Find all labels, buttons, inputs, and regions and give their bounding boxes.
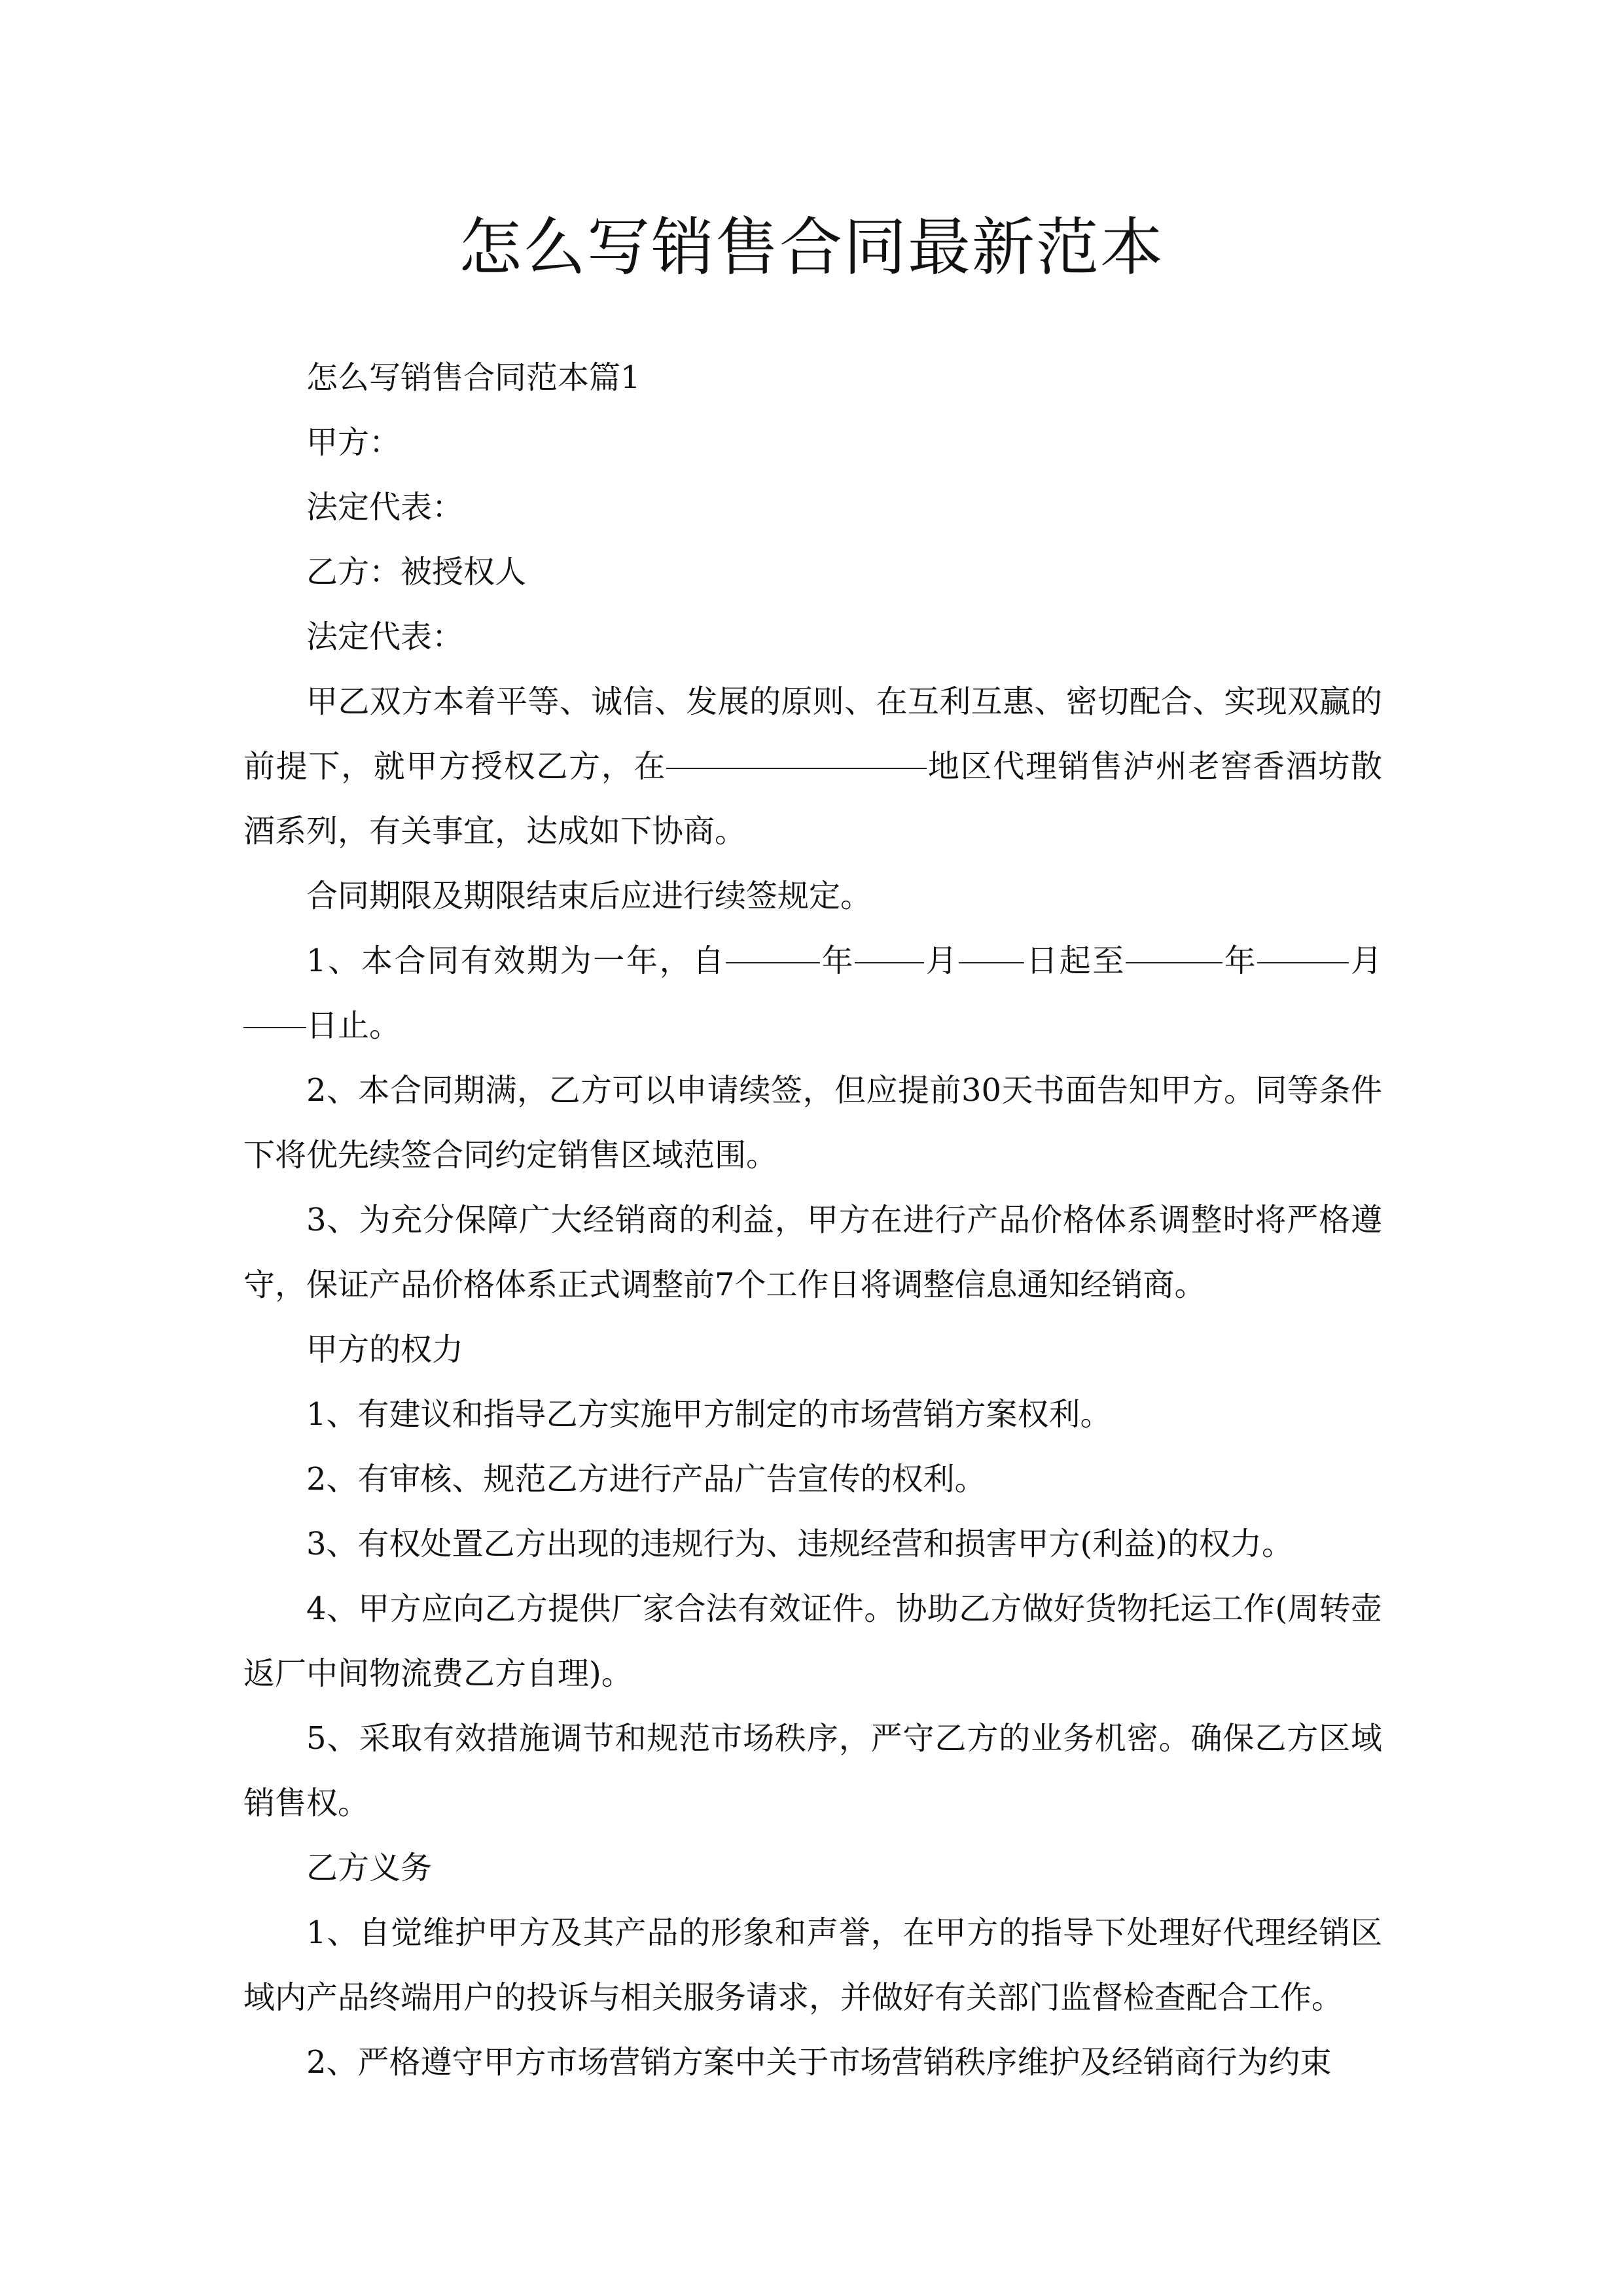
intro-text-1: 甲乙双方本着平等、诚信、发展的原则、在互利互惠、密切配合、实现双赢的前提下，就甲方授权乙方，在: [243, 683, 1382, 785]
term-heading: 合同期限及期限结束后应进行续签规定。: [306, 878, 872, 914]
rights-a-item: 4、甲方应向乙方提供厂家合法有效证件。协助乙方做好货物托运工作(周转壶返厂中间物流费乙方自理)。: [243, 1590, 1382, 1692]
end-day-blank: [243, 1026, 306, 1028]
term-clause-2: 2、本合同期满，乙方可以申请续签，但应提前30天书面告知甲方。同等条件下将优先续签合同约定销售区域范围。: [243, 1072, 1382, 1174]
section-heading: 怎么写销售合同范本篇1: [306, 359, 641, 396]
end-year-blank: [1126, 961, 1222, 963]
intro-paragraph: [243, 670, 1382, 864]
start-year-blank: [726, 961, 820, 963]
term-1-month2-label: 月: [1349, 942, 1382, 979]
rights-a-item: 5、采取有效措施调节和规范市场秩序，严守乙方的业务机密。确保乙方区域销售权。: [243, 1720, 1382, 1821]
end-month-blank: [1257, 961, 1349, 963]
term-1-text: 1、本合同有效期为一年，自: [306, 942, 726, 979]
term-1-year-label: 年: [819, 942, 855, 979]
rights-a-item: 1、有建议和指导乙方实施甲方制定的市场营销方案权利。: [306, 1396, 1112, 1433]
term-clause-1: [243, 929, 1382, 1058]
duties-b-item: 2、严格遵守甲方市场营销方案中关于市场营销秩序维护及经销商行为约束: [306, 2044, 1332, 2081]
term-1-year2-label: 年: [1222, 942, 1258, 979]
rights-a-heading: 甲方的权力: [306, 1331, 464, 1368]
party-b-line: 乙方：被授权人: [306, 554, 527, 590]
term-1-end-label: 日止。: [306, 1007, 401, 1044]
intro-text-2: 地区代理销售泸州老窖香酒坊散酒系列，有关事宜，达成如下协商。: [243, 748, 1382, 850]
term-1-day-to-label: 日起至: [1024, 942, 1126, 979]
start-day-blank: [959, 961, 1024, 963]
term-1-month-label: 月: [924, 942, 959, 979]
document-body: [243, 346, 1382, 2095]
term-clause-3: 3、为充分保障广大经销商的利益，甲方在进行产品价格体系调整时将严格遵守，保证产品价格体系正式调整前7个工作日将调整信息通知经销商。: [243, 1202, 1382, 1303]
legal-rep-b-line: 法定代表：: [306, 619, 464, 655]
region-blank: [666, 767, 927, 769]
start-month-blank: [855, 961, 924, 963]
party-a-line: 甲方：: [306, 424, 401, 461]
document-title: 怎么写销售合同最新范本: [459, 211, 1164, 284]
legal-rep-a-line: 法定代表：: [306, 489, 464, 526]
rights-a-item: 2、有审核、规范乙方进行产品广告宣传的权利。: [306, 1461, 986, 1498]
rights-a-item: 3、有权处置乙方出现的违规行为、违规经营和损害甲方(利益)的权力。: [306, 1526, 1293, 1562]
duties-b-heading: 乙方义务: [306, 1850, 433, 1886]
duties-b-item: 1、自觉维护甲方及其产品的形象和声誉，在甲方的指导下处理好代理经销区域内产品终端用户的投诉与相关服务请求，并做好有关部门监督检查配合工作。: [243, 1914, 1382, 2016]
